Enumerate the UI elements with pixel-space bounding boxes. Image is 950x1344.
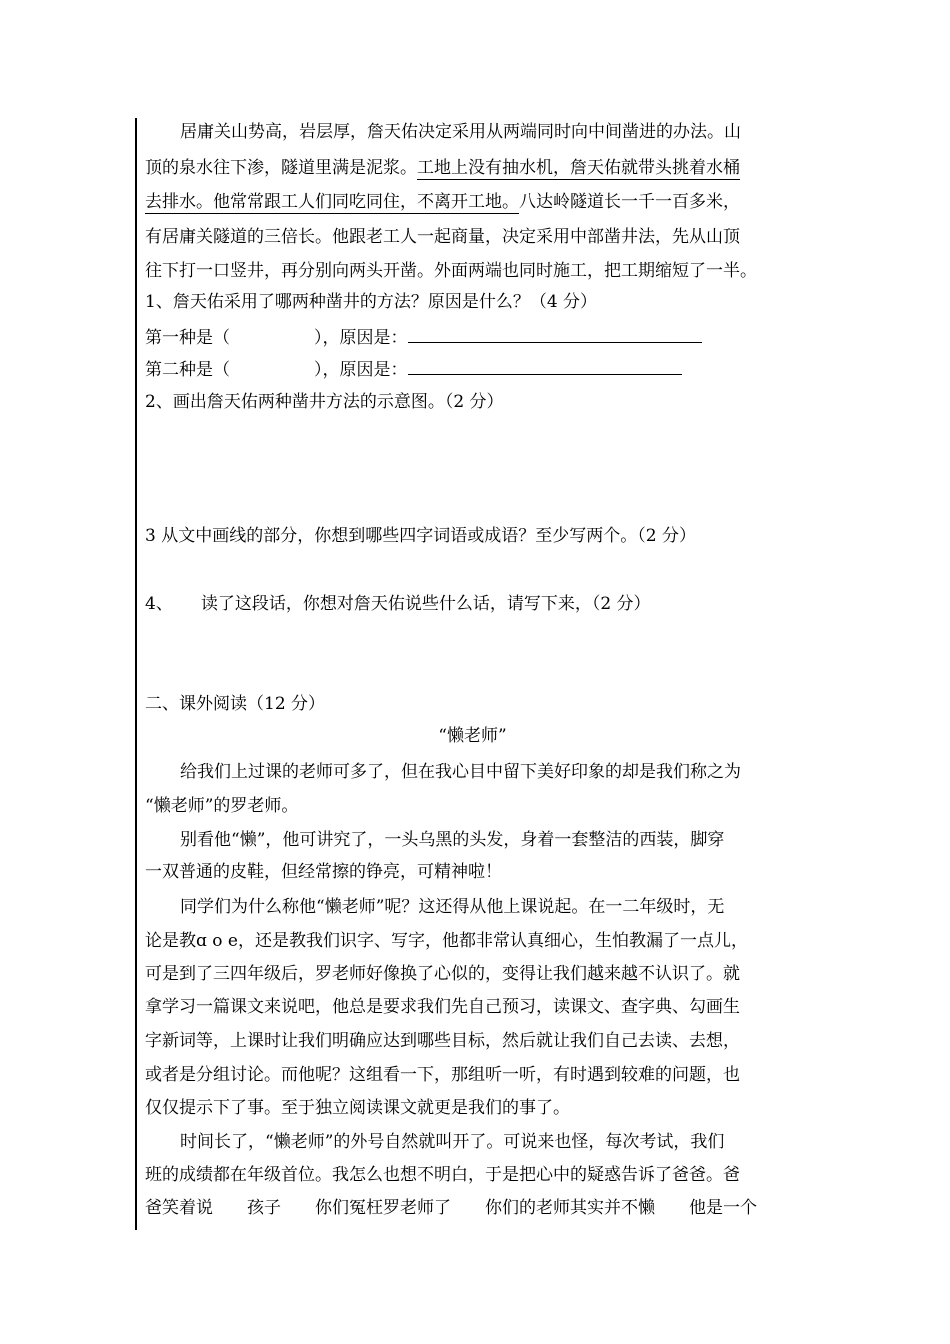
article-line: 时间长了，“懒老师”的外号自然就叫开了。可说来也怪，每次考试，我们: [180, 1132, 725, 1152]
article-title: “懒老师”: [438, 726, 507, 746]
answer-label: 第二种是（: [145, 360, 230, 380]
underlined-text: 工地上没有抽水机，詹天佑就带头挑着水桶: [417, 158, 740, 178]
answer-line-2: [145, 358, 682, 380]
question-2: 2、画出詹天佑两种凿井方法的示意图。（2 分）: [145, 392, 504, 412]
answer-line-1: [145, 326, 702, 348]
left-margin-line: [135, 118, 137, 1230]
question-text: 读了这段话，你想对詹天佑说些什么话，请写下来，（2 分）: [200, 594, 651, 614]
passage-line-3: [145, 192, 740, 212]
question-1: 1、詹天佑采用了哪两种凿井的方法？原因是什么？（4 分）: [145, 292, 598, 312]
article-line: 字新词等，上课时让我们明确应达到哪些目标，然后就让我们自己去读、去想，: [145, 1031, 740, 1051]
article-fragment: 他是一个: [689, 1198, 757, 1218]
question-number: 4、: [145, 594, 173, 614]
article-line: 一双普通的皮鞋，但经常擦的铮亮，可精神啦！: [145, 862, 502, 882]
article-line: 班的成绩都在年级首位。我怎么也想不明白，于是把心中的疑惑告诉了爸爸。爸: [145, 1165, 740, 1185]
answer-label: ），原因是：: [314, 360, 408, 380]
article-line: 或者是分组讨论。而他呢？这组看一下，那组听一听，有时遇到较难的问题，也: [145, 1065, 740, 1085]
article-line: “懒老师”的罗老师。: [145, 796, 299, 816]
question-4: [145, 594, 651, 614]
article-fragment: 你们的老师其实并不懒: [485, 1198, 655, 1218]
article-fragment: 你们冤枉罗老师了: [315, 1198, 451, 1218]
article-line: 可是到了三四年级后，罗老师好像换了心似的，变得让我们越来越不认识了。就: [145, 964, 740, 984]
article-line: 拿学习一篇课文来说吧，他总是要求我们先自己预习，读课文、查字典、勾画生: [145, 997, 740, 1017]
article-line: 给我们上过课的老师可多了，但在我心目中留下美好印象的却是我们称之为: [180, 762, 741, 782]
answer-label: ），原因是：: [314, 328, 408, 348]
answer-label: 第一种是（: [145, 328, 230, 348]
article-fragment: 孩子: [247, 1198, 281, 1218]
underlined-text: 去排水。他常常跟工人们同吃同住，不离开工地。: [145, 192, 519, 212]
article-line: 别看他“懒”，他可讲究了，一头乌黑的头发，身着一套整洁的西装，脚穿: [180, 830, 725, 850]
passage-line-1: 居庸关山势高，岩层厚，詹天佑决定采用从两端同时向中间凿进的办法。山: [180, 122, 741, 142]
answer-blank-reason-1[interactable]: [408, 326, 702, 343]
question-3: 3 从文中画线的部分，你想到哪些四字词语或成语？至少写两个。（2 分）: [145, 526, 696, 546]
answer-blank-reason-2[interactable]: [408, 358, 682, 375]
passage-text: 顶的泉水往下渗，隧道里满是泥浆。: [145, 158, 417, 178]
article-fragment: 爸笑着说: [145, 1198, 213, 1218]
passage-text: 八达岭隧道长一千一百多米，: [519, 192, 740, 212]
passage-line-4: 有居庸关隧道的三倍长。他跟老工人一起商量，决定采用中部凿井法，先从山顶: [145, 227, 740, 247]
passage-line-2: [145, 158, 740, 178]
article-line: 论是教ɑ o e，还是教我们识字、写字，他都非常认真细心，生怕教漏了一点儿，: [145, 931, 748, 951]
article-line: [145, 1198, 757, 1218]
section-heading: 二、课外阅读（12 分）: [145, 694, 326, 714]
article-line: 仅仅提示下了事。至于独立阅读课文就更是我们的事了。: [145, 1098, 570, 1118]
passage-line-5: 往下打一口竖井，再分别向两头开凿。外面两端也同时施工，把工期缩短了一半。: [145, 261, 757, 281]
article-line: 同学们为什么称他“懒老师”呢？这还得从他上课说起。在一二年级时，无: [180, 897, 725, 917]
